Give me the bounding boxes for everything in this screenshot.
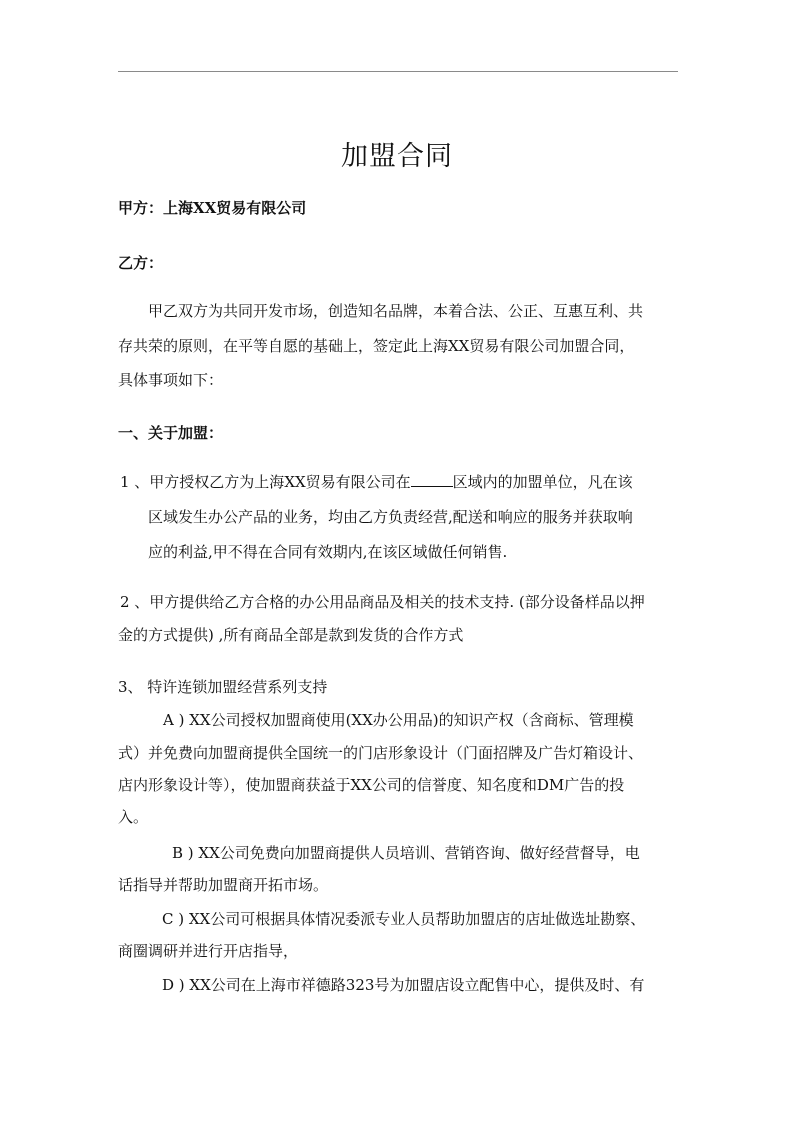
item-3a-line-4: 入。 [118, 808, 149, 826]
item-3c-line-1: C ) XX公司可根据具体情况委派专业人员帮助加盟店的店址做选址勘察、 [162, 910, 646, 928]
intro-line-2: 存共荣的原则，在平等自愿的基础上，签定此上海XX贸易有限公司加盟合同， [118, 337, 635, 355]
header-rule [118, 71, 678, 72]
item-3c-line-2: 商圈调研并进行开店指导， [118, 942, 299, 960]
page-title: 加盟合同 [341, 141, 453, 172]
item-3d-line-1: D ) XX公司在上海市祥德路323号为加盟店设立配售中心，提供及时、有 [162, 976, 645, 994]
item-3a-line-3: 店内形象设计等），使加盟商获益于XX公司的信誉度、知名度和DM广告的投 [118, 776, 625, 794]
item-1-line-3: 应的利益,甲不得在合同有效期内,在该区域做任何销售. [148, 543, 508, 561]
party-a: 甲方：上海XX贸易有限公司 [118, 199, 307, 217]
item-3a-line-1: A ) XX公司授权加盟商使用(XX办公用品)的知识产权（含商标、管理模 [163, 711, 634, 729]
item-2-line-1: 2 、甲方提供给乙方合格的办公用品商品及相关的技术支持. (部分设备样品以押 [120, 593, 645, 611]
item-3b-line-2: 话指导并帮助加盟商开拓市场。 [118, 876, 329, 894]
item-1-line-2: 区域发生办公产品的业务，均由乙方负责经营,配送和响应的服务并获取响 [148, 508, 633, 526]
region-blank [411, 474, 453, 487]
item-1-text-after-blank: 区域内的加盟单位，凡在该 [452, 473, 633, 491]
party-b: 乙方： [118, 254, 164, 272]
item-3-heading: 3、 特许连锁加盟经营系列支持 [118, 678, 328, 696]
section-1-heading: 一、关于加盟： [118, 424, 224, 442]
item-1-text-before-blank: 1 、甲方授权乙方为上海XX贸易有限公司在 [120, 473, 411, 491]
intro-line-3: 具体事项如下： [118, 371, 224, 389]
item-3a-line-2: 式）并免费向加盟商提供全国统一的门店形象设计（门面招牌及广告灯箱设计、 [118, 744, 644, 762]
item-3b-line-1: B ) XX公司免费向加盟商提供人员培训、营销咨询、做好经营督导，电 [172, 844, 640, 862]
item-1-line-1 [120, 474, 633, 490]
item-2-line-2: 金的方式提供) ,所有商品全部是款到发货的合作方式 [118, 626, 464, 644]
intro-line-1: 甲乙双方为共同开发市场，创造知名品牌，本着合法、公正、互惠互利、共 [148, 302, 644, 320]
